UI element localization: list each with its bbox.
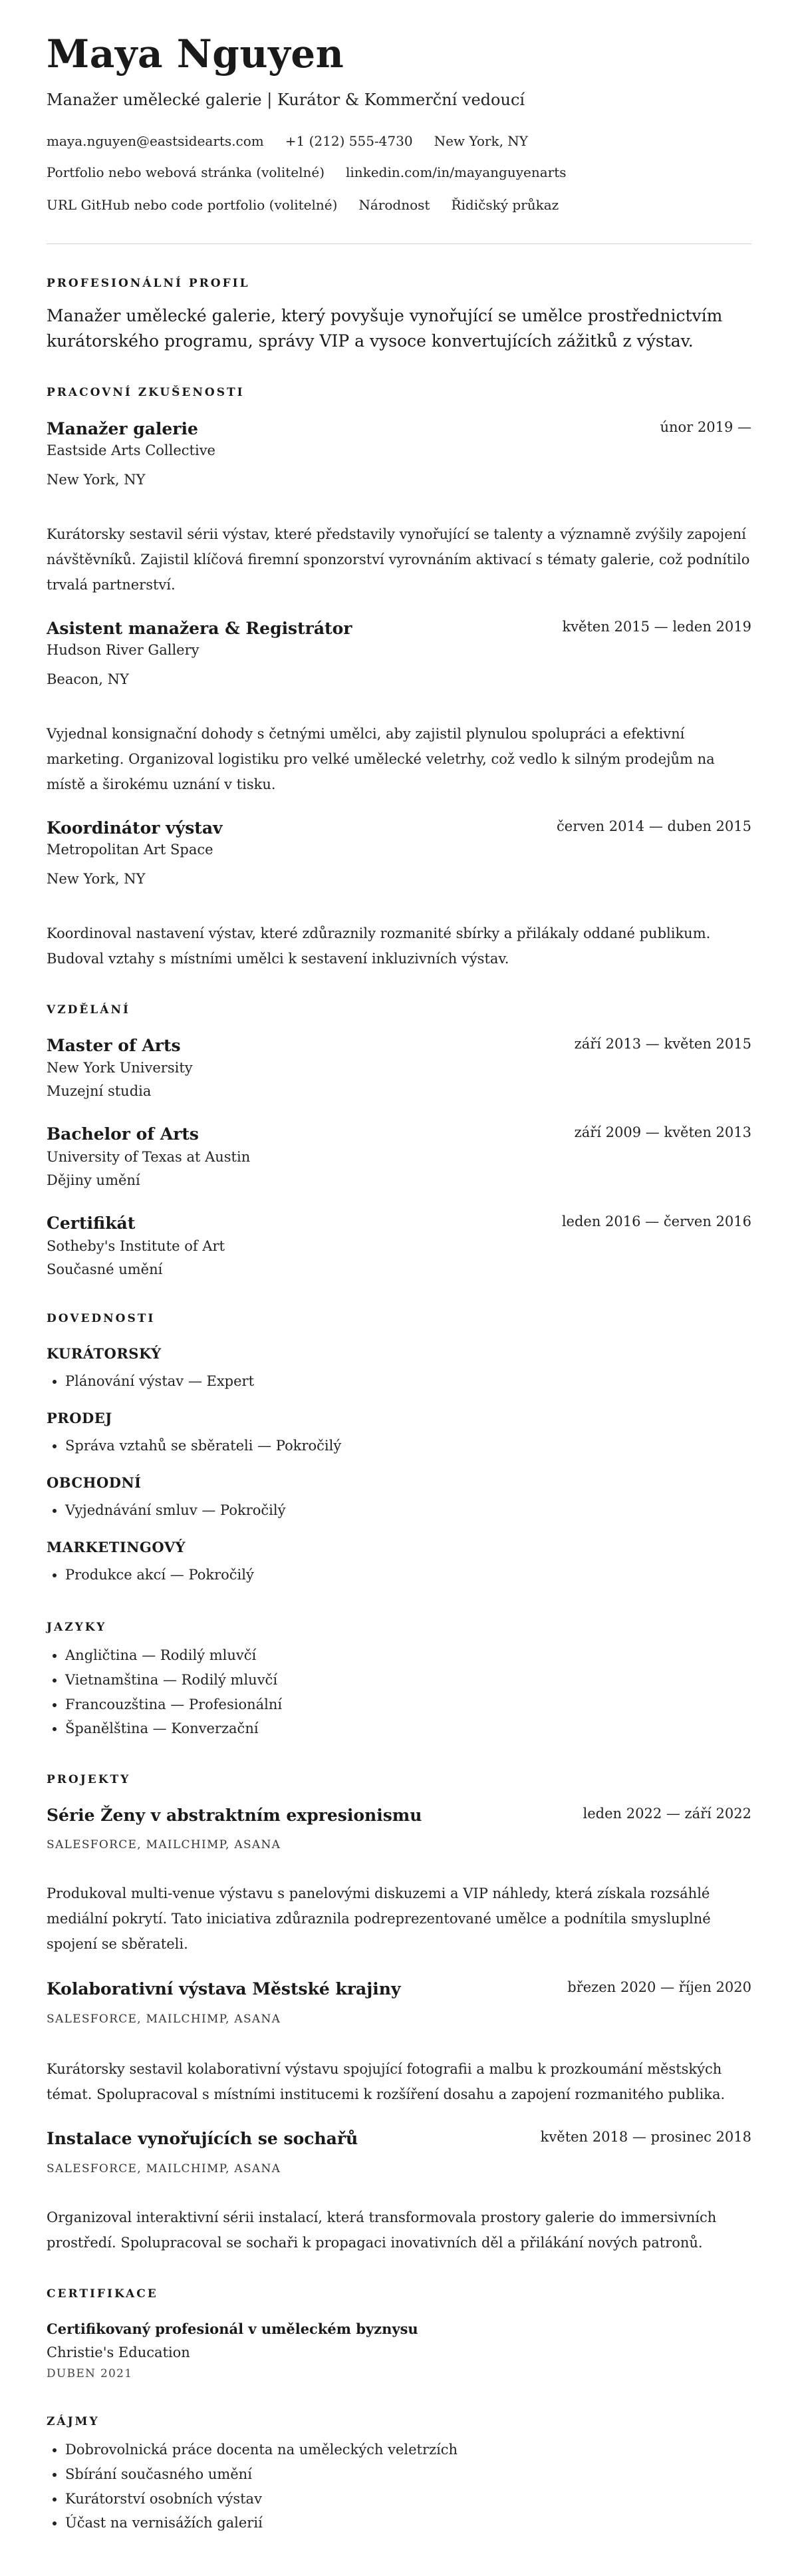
email-link[interactable]: maya.nguyen@eastsidearts.com	[47, 133, 264, 149]
degree-field: Muzejní studia	[47, 1083, 152, 1099]
language-item: • Španělština — Konverzační	[65, 1716, 282, 1741]
skill-list	[47, 1369, 254, 1394]
degree-dates: září 2013 — květen 2015	[574, 1036, 751, 1052]
interests-heading: ZÁJMY	[47, 2415, 100, 2428]
skill-list	[47, 1434, 341, 1458]
project-dates: březen 2020 — říjen 2020	[567, 1979, 751, 1995]
skill-list	[47, 1563, 254, 1587]
job-location: New York, NY	[47, 472, 146, 488]
skill-category: OBCHODNÍ	[47, 1474, 142, 1491]
project-title: Kolaborativní výstava Městské krajiny	[47, 1979, 401, 1999]
skills-heading: DOVEDNOSTI	[47, 1312, 156, 1325]
certification-title: Certifikovaný profesionál v uměleckém byznysu	[47, 2321, 418, 2337]
certification-date: DUBEN 2021	[47, 2367, 133, 2380]
location-text: New York, NY	[434, 133, 528, 149]
interest-item: • Dobrovolnická práce docenta na uměleckých veletrzích	[65, 2438, 458, 2462]
skill-category: PRODEJ	[47, 1410, 112, 1426]
certification-issuer: Christie's Education	[47, 2344, 190, 2360]
github-link[interactable]: URL GitHub nebo code portfolio (volitelné)	[47, 197, 338, 213]
school-name: University of Texas at Austin	[47, 1149, 251, 1165]
language-item: • Angličtina — Rodilý mluvčí	[65, 1643, 282, 1668]
degree-dates: leden 2016 — červen 2016	[561, 1213, 751, 1229]
person-name: Maya Nguyen	[47, 31, 344, 77]
project-title: Instalace vynořujících se sochařů	[47, 2129, 358, 2148]
job-description: Koordinoval nastavení výstav, které zdůraznily rozmanité sbírky a přilákaly oddané publikum. Budoval vztahy s místními umělci k sestavení inkluzivních výstav.	[47, 925, 711, 967]
degree-field: Současné umění	[47, 1261, 163, 1277]
contact-row-2	[47, 164, 588, 180]
languages-heading: JAZYKY	[47, 1621, 107, 1634]
summary-text: Manažer umělecké galerie, který povyšuje vynořující se umělce prostřednictvím kurátorského programu, správy VIP a vysoce konvertujících zážitků z výstav.	[47, 306, 723, 351]
portfolio-link[interactable]: Portfolio nebo webová stránka (volitelné)	[47, 164, 325, 180]
school-name: New York University	[47, 1060, 193, 1076]
language-item: • Vietnamština — Rodilý mluvčí	[65, 1668, 282, 1692]
interest-item: • Sbírání současného umění	[65, 2462, 458, 2487]
degree-dates: září 2009 — květen 2013	[574, 1124, 751, 1140]
job-title: Asistent manažera & Registrátor	[47, 619, 352, 638]
education-heading: VZDĚLÁNÍ	[47, 1003, 130, 1017]
job-description: Kurátorsky sestavil sérii výstav, které představily vynořující se talenty a významně zvýšily zapojení návštěvníků. Zajistil klíčová firemní sponzorství vyrovnáním aktivací s tématy galerie, což podnítilo trvalá partnerství.	[47, 526, 750, 593]
job-company: Metropolitan Art Space	[47, 842, 213, 858]
job-location: New York, NY	[47, 871, 146, 887]
project-tech: SALESFORCE, MAILCHIMP, ASANA	[47, 2012, 281, 2026]
project-tech: SALESFORCE, MAILCHIMP, ASANA	[47, 1838, 281, 1852]
summary-heading: PROFESIONÁLNÍ PROFIL	[47, 277, 250, 290]
phone-text: +1 (212) 555-4730	[285, 133, 413, 149]
interest-item: • Účast na vernisážích galerií	[65, 2511, 458, 2535]
project-description: Organizoval interaktivní sérii instalací, která transformovala prostory galerie do immersivních prostředí. Spolupracoval se sochaři k propagaci inovativních děl a přilákání nových patronů.	[47, 2209, 717, 2251]
skill-item: • Správa vztahů se sběrateli — Pokročilý	[65, 1434, 341, 1458]
project-title: Série Ženy v abstraktním expresionismu	[47, 1806, 422, 1825]
degree-title: Master of Arts	[47, 1036, 181, 1055]
skill-item: • Vyjednávání smluv — Pokročilý	[65, 1498, 285, 1523]
linkedin-link[interactable]: linkedin.com/in/mayanguyenarts	[346, 164, 567, 180]
skill-list	[47, 1498, 285, 1523]
contact-row-3	[47, 197, 580, 213]
projects-heading: PROJEKTY	[47, 1773, 131, 1786]
project-dates: leden 2022 — září 2022	[583, 1806, 751, 1822]
degree-title: Certifikát	[47, 1213, 136, 1233]
certifications-heading: CERTIFIKACE	[47, 2287, 158, 2301]
nationality-text: Národnost	[358, 197, 430, 213]
job-dates: červen 2014 — duben 2015	[557, 818, 751, 834]
person-title: Manažer umělecké galerie | Kurátor & Kommerční vedoucí	[47, 90, 525, 109]
project-dates: květen 2018 — prosinec 2018	[540, 2129, 751, 2145]
job-title: Manažer galerie	[47, 419, 198, 438]
interests-list	[47, 2438, 458, 2535]
interest-item: • Kurátorství osobních výstav	[65, 2487, 458, 2511]
job-dates: květen 2015 — leden 2019	[562, 619, 751, 635]
degree-field: Dějiny umění	[47, 1172, 140, 1188]
experience-heading: PRACOVNÍ ZKUŠENOSTI	[47, 386, 245, 399]
project-tech: SALESFORCE, MAILCHIMP, ASANA	[47, 2162, 281, 2175]
school-name: Sotheby's Institute of Art	[47, 1238, 225, 1254]
job-location: Beacon, NY	[47, 671, 129, 687]
contact-row-1	[47, 133, 549, 149]
header-divider	[47, 243, 751, 244]
job-dates: únor 2019 —	[660, 419, 751, 435]
job-description: Vyjednal konsignační dohody s četnými umělci, aby zajistil plynulou spolupráci a efektivní marketing. Organizoval logistiku pro velké umělecké veletrhy, což vedlo k silným prodejům na místě a širokému uznání v tisku.	[47, 726, 715, 792]
skill-category: KURÁTORSKÝ	[47, 1345, 162, 1362]
job-title: Koordinátor výstav	[47, 818, 223, 838]
job-company: Eastside Arts Collective	[47, 442, 215, 458]
project-description: Kurátorsky sestavil kolaborativní výstavu spojující fotografii a malbu k prozkoumání městských témat. Spolupracoval s místními institucemi k rozšíření dosahu a zapojení rozmanitého publika.	[47, 2061, 726, 2102]
language-item: • Francouzština — Profesionální	[65, 1692, 282, 1717]
project-description: Produkoval multi-venue výstavu s panelovými diskuzemi a VIP náhledy, která získala rozsáhlé mediální pokrytí. Tato iniciativa zdůraznila podreprezentované umělce a podnítila smysluplné spojení se sběrateli.	[47, 1885, 711, 1952]
skill-item: • Produkce akcí — Pokročilý	[65, 1563, 254, 1587]
languages-list	[47, 1643, 282, 1741]
license-text: Řidičský průkaz	[451, 197, 559, 213]
skill-category: MARKETINGOVÝ	[47, 1539, 186, 1555]
job-company: Hudson River Gallery	[47, 642, 200, 658]
degree-title: Bachelor of Arts	[47, 1124, 200, 1144]
skill-item: • Plánování výstav — Expert	[65, 1369, 254, 1394]
